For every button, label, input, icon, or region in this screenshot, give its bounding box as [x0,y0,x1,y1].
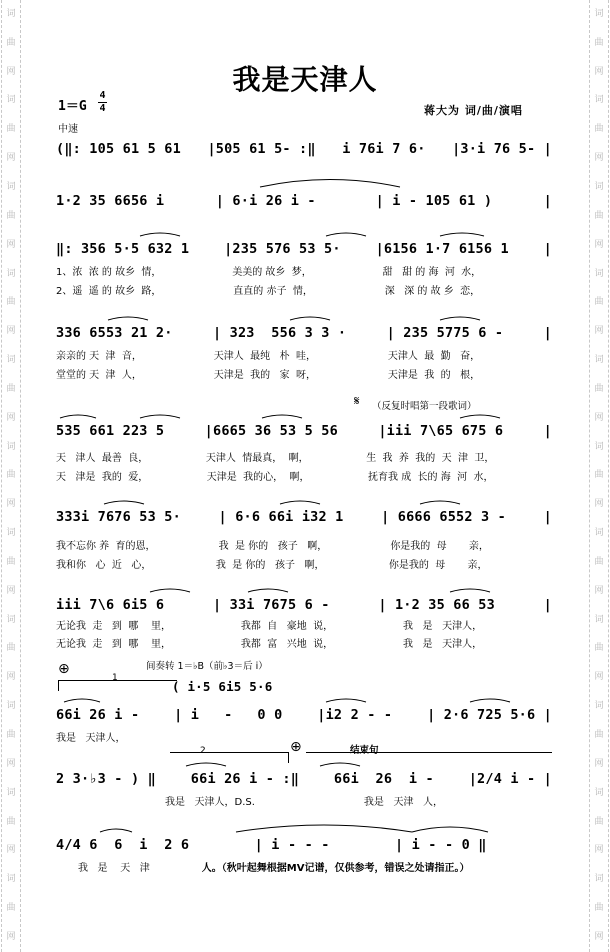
lyric-segment: 我是 天津人，D.S. [164,797,255,808]
lyric-segment: 你是我的 母 亲， [388,560,488,571]
lyric-segment: 堂堂的 天 津 人， [56,370,142,381]
tempo-marking: 中速 [58,124,78,135]
lyric-segment: 我 是 你的 孩子 啊， [218,541,328,552]
lyric-segment: 天 津是 我的 爱， [56,472,149,483]
lyric-segment: 无论我 走 到 哪 里， [56,621,171,632]
watermark-char: 词 [6,441,16,452]
watermark-char: 曲 [594,470,604,481]
coda-line [306,752,552,763]
watermark-char: 网 [594,585,604,596]
measure: |3·i 76 5- | [452,141,552,157]
watermark-char: 网 [6,585,16,596]
watermark-char: 曲 [594,383,604,394]
lyric-line [56,540,552,553]
slur [64,699,100,702]
measure: | 33i 7675 6 - [213,597,330,613]
time-signature-bottom: 4 [99,103,106,114]
measure: |505 61 5- :‖ [207,141,316,157]
lyric-line [56,369,552,382]
score-line-7 [56,594,552,616]
watermark-char: 网 [6,239,16,250]
interlude-line [172,678,312,696]
watermark-char: 网 [594,758,604,769]
watermark-char: 曲 [594,556,604,567]
watermark-char: 曲 [6,556,16,567]
measure: 66i 26 i - [333,771,434,787]
watermark-char: 网 [594,931,604,942]
lyric-line [56,796,552,809]
watermark-char: 网 [6,153,16,164]
lyric-line [56,350,552,363]
slur [140,233,180,236]
watermark-char: 网 [594,239,604,250]
slur [326,233,366,236]
watermark-char: 词 [594,441,604,452]
watermark-char: 网 [594,499,604,510]
watermark-char: 网 [6,66,16,77]
measure: | i - 105 61 ) [375,193,493,209]
watermark-char: 词 [6,8,16,19]
watermark-char: 曲 [594,297,604,308]
lyric-segment: 我都 富 兴地 说， [240,639,334,650]
score-line-3 [56,238,552,260]
coda-sign: ⊕ [290,739,302,755]
measure: 1·2 35 6656 i [56,193,165,209]
measure: | [543,509,552,525]
watermark-char: 词 [6,787,16,798]
score-line-4 [56,322,552,344]
lyric-segment: 天津是 我 的 根， [387,370,481,381]
measure: | [543,193,552,209]
watermark-char: 网 [594,326,604,337]
watermark-char: 词 [594,874,604,885]
slur [248,589,288,592]
watermark-char: 网 [594,412,604,423]
slur [108,317,148,320]
score-line-10 [56,834,552,856]
measure: | 6·i 26 i - [215,193,325,209]
measure: |6665 36 53 5 56 [204,423,338,439]
lyric-segment: 天津是 我的 家 呀， [213,370,317,381]
score-line-8 [56,704,552,726]
lyric-line [56,862,552,875]
measure: 66i 26 i - [56,707,140,723]
measure: | i - 0 0 [174,707,283,723]
measure: |6156 1·7 6156 1 [375,241,509,257]
measure: | i - - - [254,837,330,853]
measure: 333i 7676 53 5· [56,509,181,525]
watermark-char: 曲 [6,816,16,827]
watermark-char: 曲 [594,124,604,135]
lyric-segment: 天 津人 最善 良， [56,453,149,464]
score-line-2 [56,190,552,212]
measure: | 235 5775 6 - [386,325,504,341]
lyric-segment: 人。（秋叶起舞根据MV记谱，仅供参考，错误之处请指正。） [201,863,470,874]
lyric-segment: 天津是 我的心， 啊， [206,472,310,483]
watermark-char: 网 [6,758,16,769]
slur [100,829,132,832]
measure: | [543,325,552,341]
watermark-char: 词 [594,614,604,625]
measure: | 6666 6552 3 - [381,509,507,525]
time-signature [98,91,107,114]
lyric-segment: 你是我的 母 亲， [390,541,489,552]
watermark-char: 曲 [594,37,604,48]
watermark-char: 词 [594,701,604,712]
lyric-line [56,452,552,465]
watermark-char: 词 [6,614,16,625]
watermark-char: 词 [594,95,604,106]
second-ending-number: 2 [200,746,206,756]
right-watermark-strip [589,0,609,952]
watermark-char: 词 [594,268,604,279]
measure: | 2·6 725 5·6 | [427,707,552,723]
lyric-segment: 我不忘你 养 育的恩， [56,541,156,552]
tie [260,180,400,188]
measure: | [543,241,552,257]
measure: | [543,423,552,439]
song-title: 我是天津人 [232,63,378,96]
measure: | [543,597,552,613]
watermark-char: 词 [6,874,16,885]
watermark-char: 词 [6,701,16,712]
watermark-char: 曲 [594,903,604,914]
watermark-char: 网 [594,153,604,164]
lyric-line [56,471,552,484]
second-ending-bracket [170,752,289,763]
credit-line: 蒋大为 词/曲/演唱 [424,104,523,117]
measure: |235 576 53 5· [224,241,341,257]
lyric-segment: 我 是 天津人， [403,639,483,650]
measure: i 76i 7 6· [342,141,426,157]
watermark-char: 曲 [594,816,604,827]
watermark-char: 词 [594,8,604,19]
lyric-line [56,559,552,572]
lyric-segment: 我 是 你的 孩子 啊， [215,560,325,571]
watermark-char: 网 [6,931,16,942]
score-line-6 [56,506,552,528]
watermark-char: 词 [6,95,16,106]
slur [440,233,484,236]
lyric-segment: 我 是 天津人， [403,621,483,632]
coda-sign: ⊕ [58,661,70,677]
measure: ‖: 356 5·5 632 1 [56,241,190,257]
watermark-char: 词 [6,528,16,539]
watermark-char: 网 [6,412,16,423]
slur [186,763,226,766]
lyric-segment: 2、遥 遥 的 故乡 路， [56,286,162,297]
watermark-char: 词 [594,528,604,539]
lyric-segment: 无论我 走 到 哪 里， [56,639,171,650]
lyric-segment: 抚育我 成 长的 海 河 水， [368,472,494,483]
lyric-segment: 天津人 最 勤 奋， [387,351,481,362]
lyric-segment: 我都 自 豪地 说， [240,621,334,632]
score-line-5 [56,420,552,442]
slur [450,589,490,592]
watermark-char: 曲 [6,124,16,135]
watermark-char: 网 [594,66,604,77]
tie [412,827,488,832]
measure: | 1·2 35 66 53 [378,597,495,613]
watermark-char: 曲 [6,470,16,481]
watermark-char: 词 [594,355,604,366]
lyric-line [56,285,552,298]
watermark-char: 词 [6,268,16,279]
watermark-char: 曲 [6,297,16,308]
lyric-segment: 直直的 赤子 情， [233,286,313,297]
interlude-label: 间奏转 1＝♭B（前♭3＝后 i） [146,661,268,672]
measure: |i2 2 - - [317,707,393,723]
watermark-char: 曲 [594,210,604,221]
lyric-line [56,620,552,633]
lyric-segment: 生 我 养 我的 天 津 卫， [366,453,495,464]
lyric-line [56,266,552,279]
watermark-char: 网 [6,672,16,683]
watermark-char: 网 [6,845,16,856]
lyric-segment: 天津人 情最真， 啊， [205,453,309,464]
measure: |2/4 i - | [468,771,552,787]
measure: iii 7\6 6i5 6 [56,597,165,613]
lyric-segment: 亲亲的 天 津 音， [56,351,142,362]
lyric-segment: 美美的 故乡 梦， [232,267,312,278]
lyric-line [56,732,552,745]
slur [326,699,366,702]
slur [140,415,180,418]
watermark-char: 词 [6,181,16,192]
slur [262,415,302,418]
lyric-segment: 深 深 的 故 乡 恋， [384,286,481,297]
slur [320,763,360,766]
watermark-char: 词 [6,355,16,366]
slur [420,501,460,504]
slur [460,415,500,418]
measure: 66i 26 i - :‖ [190,771,300,787]
slur [150,589,190,592]
slur [60,415,96,418]
lyric-segment: 我是 天津 人， [363,797,443,808]
watermark-char: 网 [594,845,604,856]
measure: | 6·6 66i i32 1 [218,509,344,525]
watermark-char: 网 [6,326,16,337]
watermark-char: 曲 [6,37,16,48]
key-signature: 1＝G [58,99,87,114]
watermark-char: 曲 [6,643,16,654]
watermark-char: 曲 [6,730,16,741]
measure: (‖: 105 61 5 61 [56,141,181,157]
segno-sign: 𝄋 [354,394,360,409]
first-ending-number: 1 [112,673,118,683]
lyric-segment: 我和你 心 近 心， [56,560,152,571]
ending-label: 结束句 [350,745,379,756]
measure: | 323 556 3 3 · [213,325,347,341]
slur [290,317,330,320]
lyric-segment: 我是 天津人， [56,733,126,744]
left-watermark-strip [1,0,21,952]
watermark-char: 曲 [594,730,604,741]
interlude-music: ( i·5 6i5 5·6 [172,679,273,694]
repeat-note: （反复时唱第一段歌词） [372,401,477,412]
lyric-segment: 天津人 最纯 朴 哇， [213,351,317,362]
score-line-9 [56,768,552,790]
watermark-char: 网 [6,499,16,510]
slur [104,501,144,504]
measure: 4/4 6 6 i 2 6 [56,837,190,853]
time-signature-top: 4 [99,90,106,101]
score-line-1 [56,138,552,160]
measure: | i - - 0 ‖ [394,837,487,853]
lyric-line [56,638,552,651]
measure: 2 3·♭3 - ) ‖ [56,771,156,787]
watermark-char: 词 [594,787,604,798]
watermark-char: 曲 [6,903,16,914]
watermark-char: 曲 [6,210,16,221]
measure: 535 661 223 5 [56,423,165,439]
watermark-char: 网 [594,672,604,683]
measure: |iii 7\65 675 6 [378,423,504,439]
slur [280,501,320,504]
watermark-char: 曲 [6,383,16,394]
watermark-char: 曲 [594,643,604,654]
lyric-segment: 1、浓 浓 的 故乡 情， [56,267,162,278]
slur [470,699,510,702]
lyric-segment: 甜 甜 的 海 河 水， [382,267,482,278]
slur [440,317,480,320]
watermark-char: 词 [594,181,604,192]
tie [236,825,412,832]
measure: 336 6553 21 2· [56,325,173,341]
lyric-segment: 我 是 天 津 [78,863,150,874]
